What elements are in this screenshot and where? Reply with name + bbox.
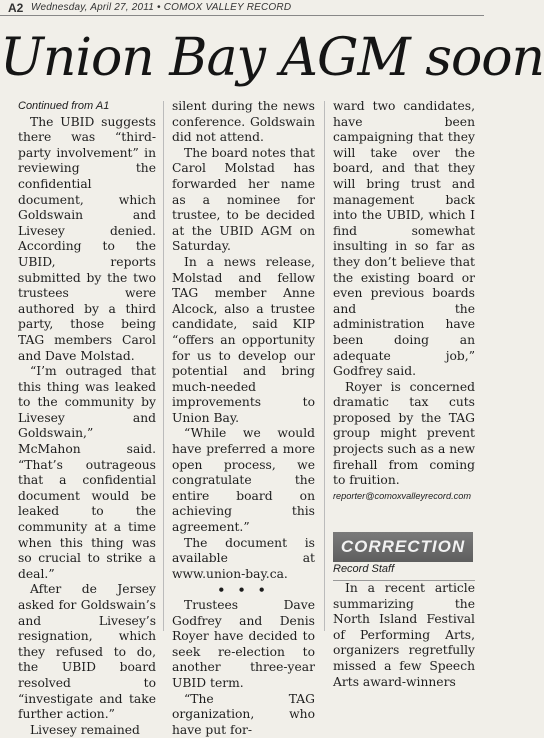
section-separator: • • •: [217, 582, 270, 598]
paragraph: ward two candidates, have been campaigning that they will take over the board, and that they will bring trust and management back into the UBID, which I find somewhat insulting in so far as they don’t believe that the existing board or even previous boards and the administration have been doing an adequate job,” Godfrey said.: [333, 99, 475, 379]
article-column-1: [18, 99, 156, 738]
paragraph: silent during the news conference. Goldswain did not attend.: [172, 99, 315, 145]
paragraph: In a news release, Molstad and fellow TAG member Anne Alcock, also a trustee candidate, said KIP “offers an opportunity for us to develop our potential and bring much-needed improvements to Union Bay.: [172, 254, 315, 425]
paragraph: Trustees Dave Godfrey and Denis Royer have decided to seek re-election to another three-year UBID term.: [172, 598, 315, 690]
dateline: Wednesday, April 27, 2011 • COMOX VALLEY RECORD: [31, 2, 292, 13]
column-divider: [324, 101, 325, 631]
paragraph: Livesey remained: [30, 722, 140, 737]
reporter-email: reporter@comoxvalleyrecord.com: [333, 490, 471, 501]
paragraph: Royer is concerned dramatic tax cuts proposed by the TAG group might prevent projects such as a new firehall from coming to fruition.: [333, 379, 475, 488]
page-number: A2: [8, 1, 24, 15]
paragraph: The UBID suggests there was “third-party involvement” in reviewing the confidential document, which Goldswain and Livesey denied. According to the UBID, reports submitted by the two trustees were authored by a third party, those being TAG members Carol and Dave Molstad.: [18, 114, 156, 363]
paragraph: In a recent article summarizing the North Island Festival of Performing Arts, organizers regretfully missed a few Speech Arts award-winners: [333, 581, 475, 689]
paragraph: The document is available at www.union-bay.ca.: [172, 535, 315, 581]
column-divider: [163, 101, 164, 631]
paragraph: “While we would have preferred a more open process, we congratulate the entire board on achieving this agreement.”: [172, 426, 315, 535]
article-column-3: [333, 99, 475, 690]
paragraph: After de Jersey asked for Goldswain’s and Livesey’s resignation, which they refused to do, the UBID board resolved to “investigate and take further action.”: [18, 582, 156, 722]
page-header: [0, 0, 484, 16]
paragraph: “The TAG organization, who have put for-: [172, 691, 315, 737]
paragraph: “I’m outraged that this thing was leaked to the community by Livesey and Goldswain,” McMahon said. “That’s outrageous that a confidential document would be leaked to the community at a time when this thing was so crucial to strike a deal.”: [18, 364, 156, 581]
article-column-2: [172, 99, 315, 738]
byline: Record Staff: [333, 562, 475, 581]
correction-banner: CORRECTION: [333, 532, 473, 562]
headline: Union Bay AGM soon: [0, 28, 544, 88]
continued-from-label: Continued from A1: [18, 100, 110, 112]
paragraph: The board notes that Carol Molstad has forwarded her name as a nominee for trustee, to be decided at the UBID AGM on Saturday.: [172, 145, 315, 254]
